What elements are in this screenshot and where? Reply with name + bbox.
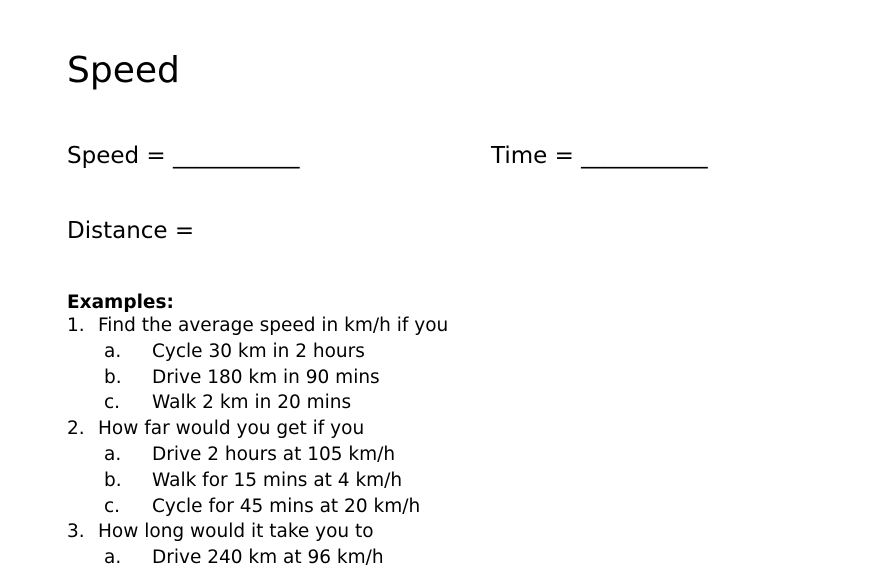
part-text: Cycle 30 km in 2 hours — [152, 340, 365, 362]
question-number: 2. — [67, 418, 85, 440]
question-3 — [67, 519, 867, 571]
part-text: Cycle for 45 mins at 20 km/h — [152, 495, 421, 517]
question-part — [67, 468, 867, 494]
question-text: How long would it take you to — [98, 521, 374, 543]
question-part — [67, 390, 867, 416]
question-number: 1. — [67, 315, 85, 336]
part-letter: b. — [104, 366, 122, 388]
question-part — [67, 494, 867, 520]
part-text: Walk for 15 mins at 4 km/h — [152, 469, 403, 491]
question-row — [67, 313, 867, 339]
question-part — [67, 442, 867, 468]
part-letter: c. — [104, 392, 121, 414]
part-letter: c. — [104, 495, 121, 517]
question-1 — [67, 313, 867, 416]
page-title: Speed — [67, 50, 180, 91]
question-2 — [67, 416, 867, 519]
part-letter: a. — [104, 340, 122, 362]
question-text: Find the average speed in km/h if you — [98, 315, 449, 336]
examples-list — [67, 313, 867, 571]
part-text: Drive 240 km at 96 km/h — [152, 547, 384, 569]
part-text: Drive 180 km in 90 mins — [152, 366, 380, 388]
question-number: 3. — [67, 521, 85, 543]
distance-formula: Distance = — [67, 218, 195, 244]
question-part — [67, 545, 867, 571]
question-row — [67, 416, 867, 442]
part-letter: b. — [104, 469, 122, 491]
question-part — [67, 339, 867, 365]
time-formula: Time = ___________ — [491, 143, 708, 169]
part-letter: a. — [104, 547, 122, 569]
question-part — [67, 365, 867, 391]
part-text: Walk 2 km in 20 mins — [152, 392, 352, 414]
part-text: Drive 2 hours at 105 km/h — [152, 443, 396, 465]
speed-formula: Speed = ___________ — [67, 143, 300, 169]
part-letter: a. — [104, 443, 122, 465]
question-row — [67, 519, 867, 545]
examples-heading: Examples: — [67, 292, 174, 313]
question-text: How far would you get if you — [98, 418, 365, 440]
